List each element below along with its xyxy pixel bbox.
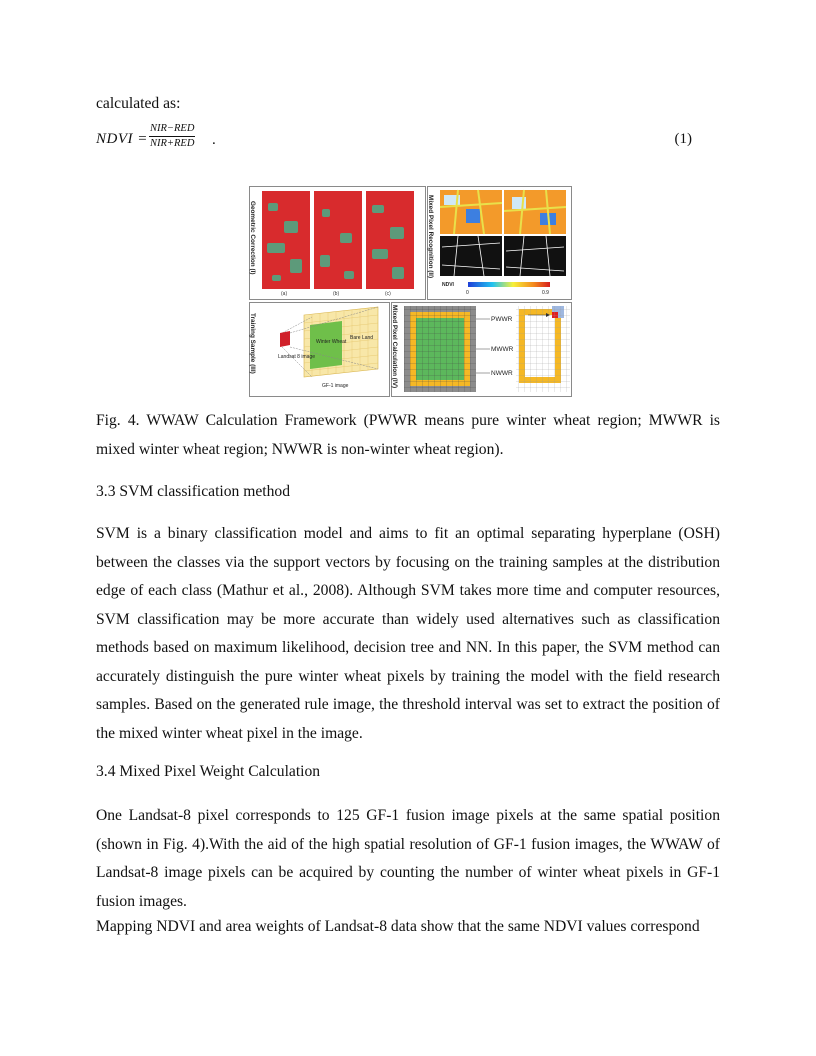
- panel-mixed-pixel-calculation: [391, 302, 572, 397]
- satellite-image-b: [314, 191, 362, 289]
- equation-denominator: NIR+RED: [150, 138, 195, 149]
- panel-label-geometric-correction: Geometric Correction (I): [249, 201, 256, 275]
- panel-label-training-sample: Training Sample (III): [249, 313, 256, 374]
- equation-ndvi: [96, 122, 720, 158]
- section-3-4-body-continued: Mapping NDVI and area weights of Landsat-8 data show that the same NDVI values correspond: [96, 918, 700, 935]
- equation-lhs: NDVI =: [96, 131, 148, 147]
- label-landsat-image: Landsat 8 image: [278, 354, 315, 360]
- sublabel-b: (b): [333, 291, 340, 297]
- equation-number: (1): [674, 131, 692, 147]
- label-winter-wheat: Winter Wheat: [316, 339, 347, 345]
- training-sample-diagram: [250, 303, 389, 396]
- panel-training-sample: [249, 302, 390, 397]
- equation-numerator: NIR−RED: [150, 123, 195, 134]
- ndvi-scale-label: NDVI: [442, 282, 454, 288]
- satellite-image-c: [366, 191, 414, 289]
- equation-fraction: [149, 122, 195, 151]
- label-mwwr: MWWR: [491, 346, 514, 353]
- panel-label-mixed-pixel-calculation: Mixed Pixel Calculation (IV): [391, 305, 398, 389]
- satellite-image-a: [262, 191, 310, 289]
- section-3-3-heading: 3.3 SVM classification method: [96, 483, 291, 500]
- panel-geometric-correction: [249, 186, 426, 300]
- panel-mixed-pixel-recognition: [427, 186, 572, 300]
- label-bare-land: Bare Land: [350, 335, 374, 341]
- intro-line: calculated as:: [96, 95, 181, 112]
- label-pwwr: PWWR: [491, 316, 513, 323]
- section-3-4-heading: 3.4 Mixed Pixel Weight Calculation: [96, 763, 321, 780]
- ndvi-scale-max: 0.9: [542, 290, 549, 296]
- label-nwwr: NWWR: [491, 370, 513, 377]
- figure-4: [249, 186, 571, 396]
- sublabel-a: (a): [281, 291, 288, 297]
- sublabel-c: (c): [385, 291, 391, 297]
- section-3-3-body: SVM is a binary classification model and aims to fit an optimal separating hyperplane (OSH) between the classes via the support vectors by focusing on the training samples at the distribution edge of each class (Mathur et al., 2008). Although SVM takes more time and computer resources, SVM classification may be more accurate than widely used alternatives such as classification methods based on maximum likelihood, decision tree and NN. In this paper, the SVM method can accurately distinguish the pure winter wheat pixels by training the model with the field research samples. Based on the generated rule image, the threshold interval was set to extract the position of the mixed winter wheat pixel in the image.: [96, 525, 720, 742]
- section-3-4-body: One Landsat-8 pixel corresponds to 125 GF-1 fusion image pixels at the same spatial position (shown in Fig. 4).With the aid of the high spatial resolution of GF-1 fusion images, the WWAW of Landsat-8 image pixels can be acquired by counting the number of winter wheat pixels in GF-1 fusion images.: [96, 807, 720, 910]
- pixel-grid-diagram: [392, 303, 571, 396]
- figure-caption: Fig. 4. WWAW Calculation Framework (PWWR means pure winter wheat region; MWWR is mixed winter wheat region; NWWR is non-winter wheat region).: [96, 412, 720, 458]
- panel-label-mixed-pixel-recognition: Mixed Pixel Recognition (II): [427, 195, 434, 279]
- equation-trailing: .: [212, 132, 216, 148]
- ndvi-scale-min: 0: [466, 290, 469, 296]
- ndvi-maps: [428, 187, 571, 299]
- label-gf1-image: GF-1 image: [322, 383, 349, 389]
